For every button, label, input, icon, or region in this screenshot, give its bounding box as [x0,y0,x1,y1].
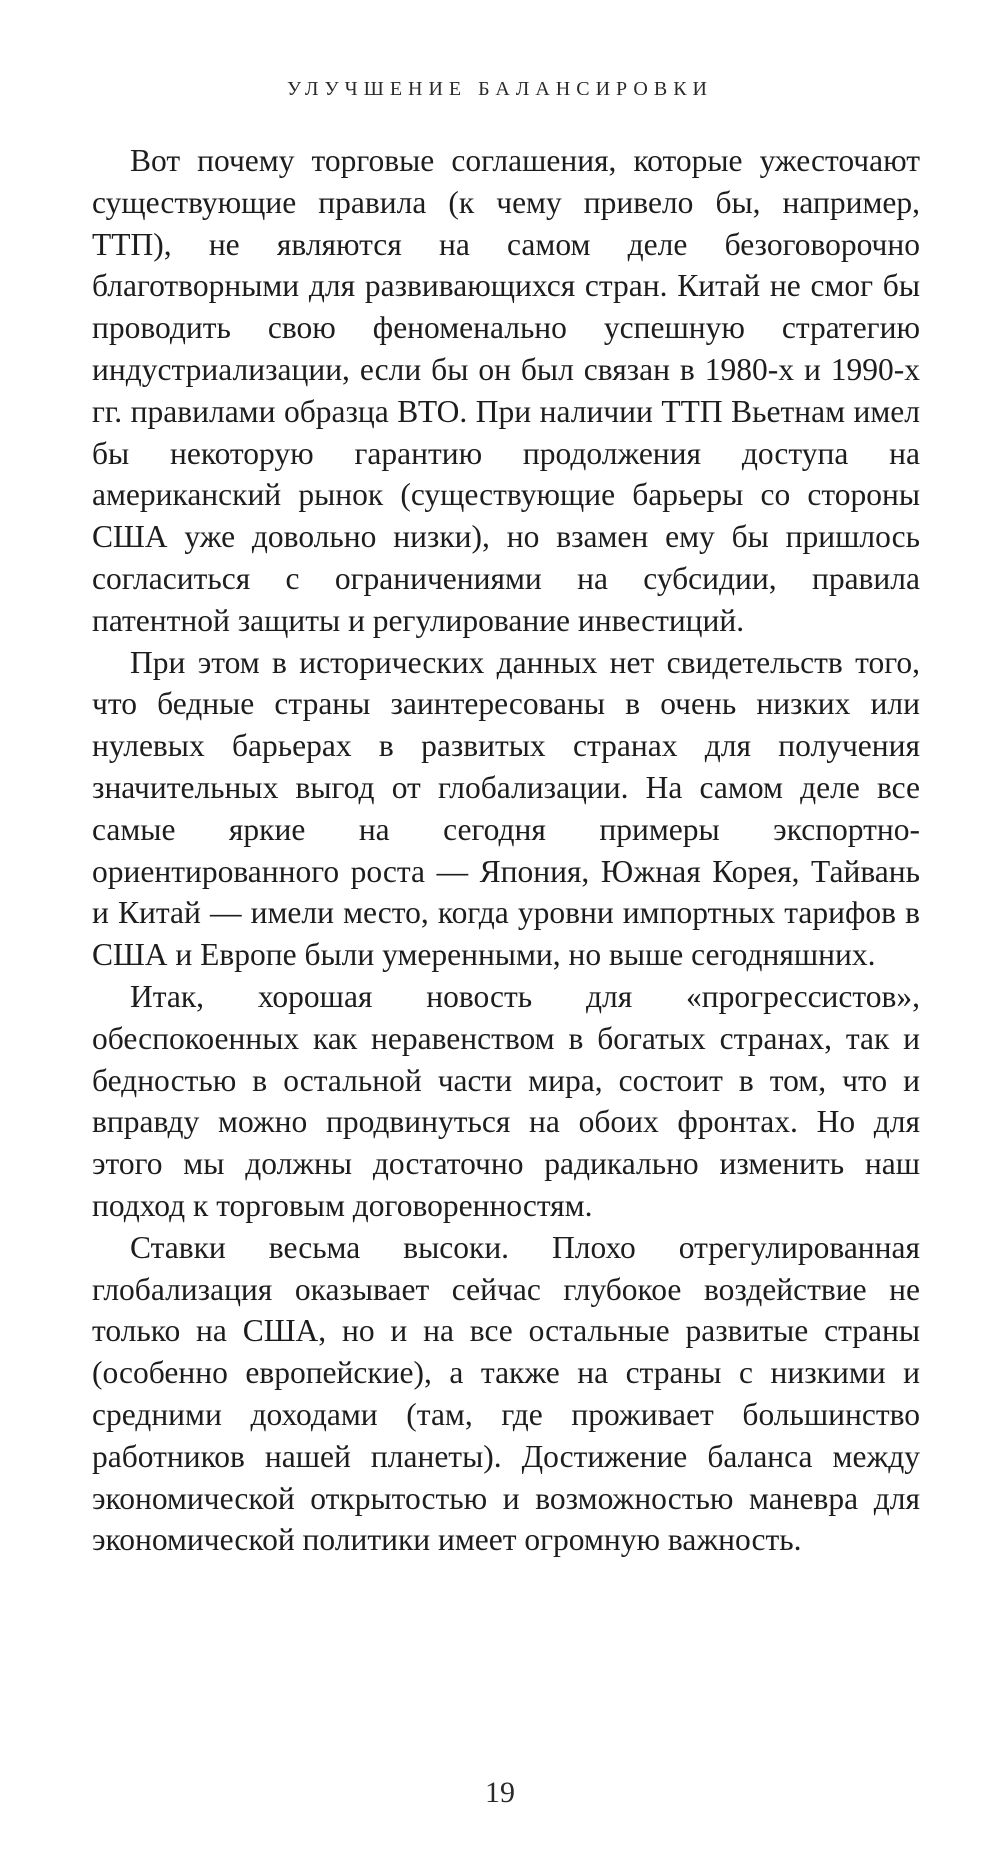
paragraph: При этом в исторических данных нет свидетельств того, что бедные страны заинтересованы в очень низких или нулевых барьерах в развитых странах для получения значительных выгод от глобализации. На самом деле все самые яркие на сегодня примеры экспортно-ориентированного роста — Япония, Южная Корея, Тайвань и Китай — имели место, когда уровни импортных тарифов в США и Европе были умеренными, но выше сегодняшних. [92,644,920,973]
running-header: УЛУЧШЕНИЕ БАЛАНСИРОВКИ [287,78,713,100]
paragraph: Вот почему торговые соглашения, которые ужесточают существующие правила (к чему привело бы, например, ТТП), не являются на самом деле безоговорочно благотворными для развивающихся стран. Китай не смог бы проводить свою феноменально успешную стратегию индустриализации, если бы он был связан в 1980-х и 1990-х гг. правилами образца ВТО. При наличии ТТП Вьетнам имел бы некоторую гарантию продолжения доступа на американский рынок (существующие барьеры со стороны США уже довольно низки), но взамен ему бы пришлось согласиться с ограничениями на субсидии, правила патентной защиты и регулирование инвестиций. [92,143,920,638]
paragraph: Ставки весьма высоки. Плохо отрегулированная глобализация оказывает сейчас глубокое воздействие не только на США, но и на все остальные развитые страны (особенно европейские), а также на страны с низкими и средними доходами (там, где проживает большинство работников нашей планеты). Достижение баланса между экономической открытостью и возможностью маневра для экономической политики имеет огромную важность. [92,1229,920,1558]
page-number: 19 [485,1776,515,1809]
body-text [92,140,920,1561]
paragraph: Итак, хорошая новость для «прогрессистов», обеспокоенных как неравенством в богатых странах, так и бедностью в остальной части мира, состоит в том, что и вправду можно продвинуться на обоих фронтах. Но для этого мы должны достаточно радикально изменить наш подход к торговым договоренностям. [92,978,920,1223]
